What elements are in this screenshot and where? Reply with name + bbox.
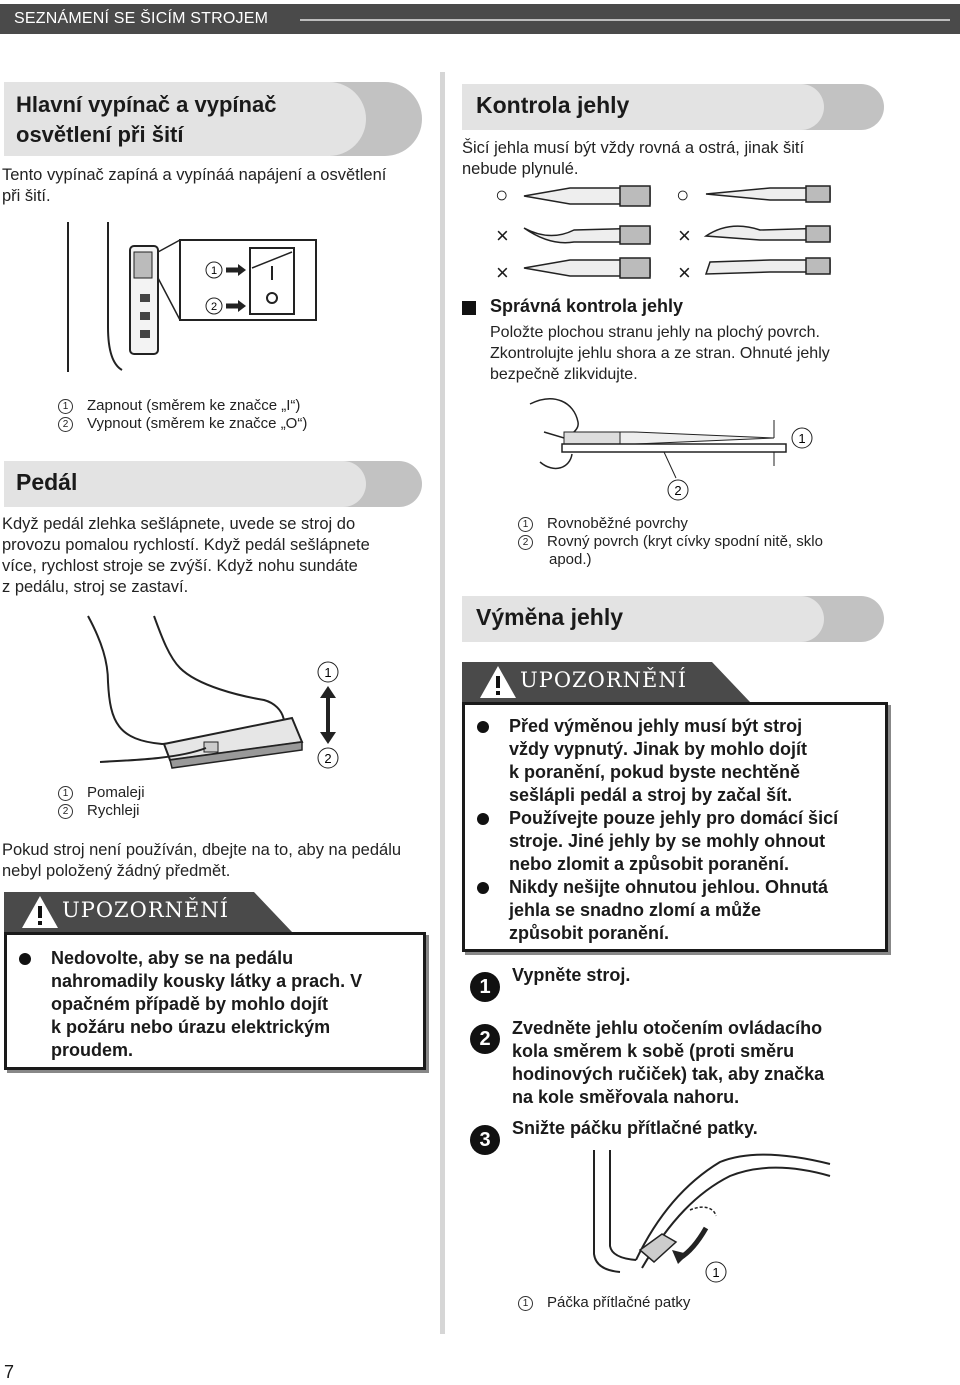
- legend-text-continued: apod.): [549, 551, 592, 568]
- header-bar: [0, 4, 960, 34]
- good-mark-1: ○: [495, 182, 509, 207]
- presser-lever-illustration: [580, 1150, 840, 1290]
- caution-line: nebo zlomit a způsobit poranění.: [509, 854, 790, 874]
- legend-text: Rovný povrch (kryt cívky spodní nitě, sklo: [547, 533, 823, 550]
- square-bullet-icon: [462, 301, 476, 315]
- svg-text:1: 1: [798, 431, 806, 446]
- pedal-note-line: nebyl položený žádný předmět.: [2, 862, 231, 880]
- needle-change-title: Výměna jehly: [476, 604, 624, 630]
- power-switch-illustration: [60, 222, 330, 372]
- legend-text: Páčka přítlačné patky: [547, 1294, 691, 1311]
- switch-legend-item: [58, 415, 438, 433]
- bad-mark-4: ×: [678, 260, 691, 285]
- bullet-icon: [477, 721, 489, 733]
- needle-desc-line: Šicí jehla musí být vždy rovná a ostrá, jinak šití: [462, 139, 805, 157]
- legend-text: Rovnoběžné povrchy: [547, 515, 688, 532]
- bad-mark-2: ×: [678, 223, 691, 248]
- caution-label-right: UPOZORNĚNÍ: [520, 668, 688, 692]
- svg-text:1: 1: [712, 1265, 720, 1280]
- pedal-desc-line: z pedálu, stroj se zastaví.: [2, 578, 189, 596]
- page-number: 7: [4, 1362, 15, 1382]
- svg-text:1: 1: [324, 665, 332, 680]
- legend-number: 2: [58, 804, 73, 819]
- caution-line: Používejte pouze jehly pro domácí šicí: [509, 808, 839, 828]
- caution-line: k požáru nebo úrazu elektrickým: [51, 1017, 331, 1037]
- caution-item: [465, 807, 885, 876]
- step-line: na kole směřovala nahoru.: [512, 1087, 740, 1107]
- step-1-text: [512, 964, 952, 987]
- legend-text: Vypnout (směrem ke značce „O“): [87, 415, 308, 432]
- legend-number: 2: [518, 535, 533, 550]
- switch-header: [4, 82, 366, 156]
- pedal-note: [2, 840, 438, 882]
- legend-number: 2: [58, 417, 73, 432]
- legend-number: 1: [58, 399, 73, 414]
- needle-sub-line: bezpečně zlikvidujte.: [490, 366, 638, 383]
- header-rule: [300, 19, 950, 21]
- pedal-header: [4, 461, 366, 507]
- pedal-desc-line: více, rychlost stroje se zvýší. Když nohu sundáte: [2, 557, 358, 575]
- caution-line: jehla se snadno zlomí a může: [509, 900, 762, 920]
- bullet-icon: [19, 953, 31, 965]
- caution-box-right: [462, 702, 888, 952]
- caution-line: nahromadily kousky látky a prach. V: [51, 971, 363, 991]
- needle-legend: [518, 515, 918, 569]
- column-divider: [440, 72, 445, 1334]
- svg-text:2: 2: [210, 301, 218, 313]
- legend-number: 1: [58, 786, 73, 801]
- caution-label-left: UPOZORNĚNÍ: [62, 898, 230, 922]
- caution-item: [465, 876, 885, 945]
- needle-change-header: [462, 596, 824, 642]
- step-line: Vypněte stroj.: [512, 965, 631, 985]
- pedal-desc-line: provozu pomalou rychlostí. Když pedál sešlápnete: [2, 536, 370, 554]
- needle-legend-item: [518, 533, 918, 551]
- pedal-legend-item: [58, 784, 358, 802]
- switch-title-line1: Hlavní vypínač a vypínač: [16, 92, 277, 117]
- step-badge-3: 3: [470, 1125, 500, 1155]
- legend-number: 1: [518, 1296, 533, 1311]
- needle-check-title: Kontrola jehly: [476, 92, 630, 118]
- needle-check-description: [462, 138, 902, 180]
- caution-item: [7, 947, 417, 1062]
- step-badge-2: 2: [470, 1024, 500, 1054]
- step-line: kola směrem k sobě (proti směru: [512, 1041, 795, 1061]
- caution-line: Nedovolte, aby se na pedálu: [51, 948, 294, 968]
- foot-pedal-illustration: [80, 612, 360, 772]
- caution-line: způsobit poranění.: [509, 923, 669, 943]
- needle-check-header: [462, 84, 824, 130]
- caution-line: sešlápli pedál a stroj by začal šít.: [509, 785, 793, 805]
- step-line: Zvedněte jehlu otočením ovládacího: [512, 1018, 823, 1038]
- pedal-note-line: Pokud stroj není používán, dbejte na to, aby na pedálu: [2, 841, 402, 859]
- caution-line: k poranění, pokud byste nechtěně: [509, 762, 801, 782]
- caution-item: [465, 715, 885, 807]
- bullet-icon: [477, 813, 489, 825]
- legend-text: Rychleji: [87, 802, 140, 819]
- switch-description: [2, 165, 432, 207]
- step-2-text: [512, 1017, 952, 1109]
- bullet-icon: [477, 882, 489, 894]
- bad-mark-3: ×: [496, 260, 509, 285]
- svg-text:2: 2: [324, 751, 332, 766]
- step-line: hodinových ručiček) tak, aby značka: [512, 1064, 825, 1084]
- svg-text:2: 2: [674, 483, 682, 498]
- switch-desc-line2: při šití.: [2, 187, 51, 205]
- pedal-desc-line: Když pedál zlehka sešlápnete, uvede se stroj do: [2, 515, 356, 533]
- bad-mark-1: ×: [496, 223, 509, 248]
- lever-legend-item: [518, 1294, 918, 1312]
- legend-number: 1: [518, 517, 533, 532]
- step-badge-1: 1: [470, 972, 500, 1002]
- needle-sub-line: Zkontrolujte jehlu shora a ze stran. Ohnuté jehly: [490, 345, 830, 362]
- switch-title-line2: osvětlení při šití: [16, 122, 184, 147]
- switch-desc-line1: Tento vypínač zapíná a vypínáá napájení a osvětlení: [2, 166, 387, 184]
- good-mark-2: ○: [676, 182, 690, 207]
- header-title: SEZNÁMENÍ SE ŠICÍM STROJEM: [14, 10, 269, 27]
- caution-box-left: [4, 932, 426, 1070]
- caution-line: opačném případě by mohlo dojít: [51, 994, 329, 1014]
- step-3-text: [512, 1117, 952, 1140]
- legend-text: Zapnout (směrem ke značce „I“): [87, 397, 301, 414]
- switch-legend: [58, 397, 438, 433]
- caution-line: vždy vypnutý. Jinak by mohlo dojít: [509, 739, 808, 759]
- pedal-legend-item: [58, 802, 358, 820]
- needle-examples-illustration: [520, 180, 840, 284]
- caution-line: proudem.: [51, 1040, 134, 1060]
- needle-desc-line: nebude plynulé.: [462, 160, 579, 178]
- needle-sub-description: [490, 322, 950, 385]
- needle-flat-surface-illustration: [524, 392, 824, 506]
- needle-legend-item: [518, 515, 918, 533]
- needle-sub-line: Položte plochou stranu jehly na plochý povrch.: [490, 324, 820, 341]
- caution-line: Před výměnou jehly musí být stroj: [509, 716, 803, 736]
- needle-subtitle: Správná kontrola jehly: [490, 296, 684, 316]
- step-line: Snižte páčku přítlačné patky.: [512, 1118, 758, 1138]
- pedal-legend: [58, 784, 358, 820]
- lever-legend: [518, 1294, 918, 1312]
- caution-line: stroje. Jiné jehly by se mohly ohnout: [509, 831, 826, 851]
- switch-legend-item: [58, 397, 438, 415]
- svg-text:1: 1: [210, 265, 218, 277]
- legend-text: Pomaleji: [87, 784, 145, 801]
- caution-line: Nikdy nešijte ohnutou jehlou. Ohnutá: [509, 877, 828, 897]
- pedal-description: [2, 514, 432, 598]
- pedal-title: Pedál: [16, 469, 78, 495]
